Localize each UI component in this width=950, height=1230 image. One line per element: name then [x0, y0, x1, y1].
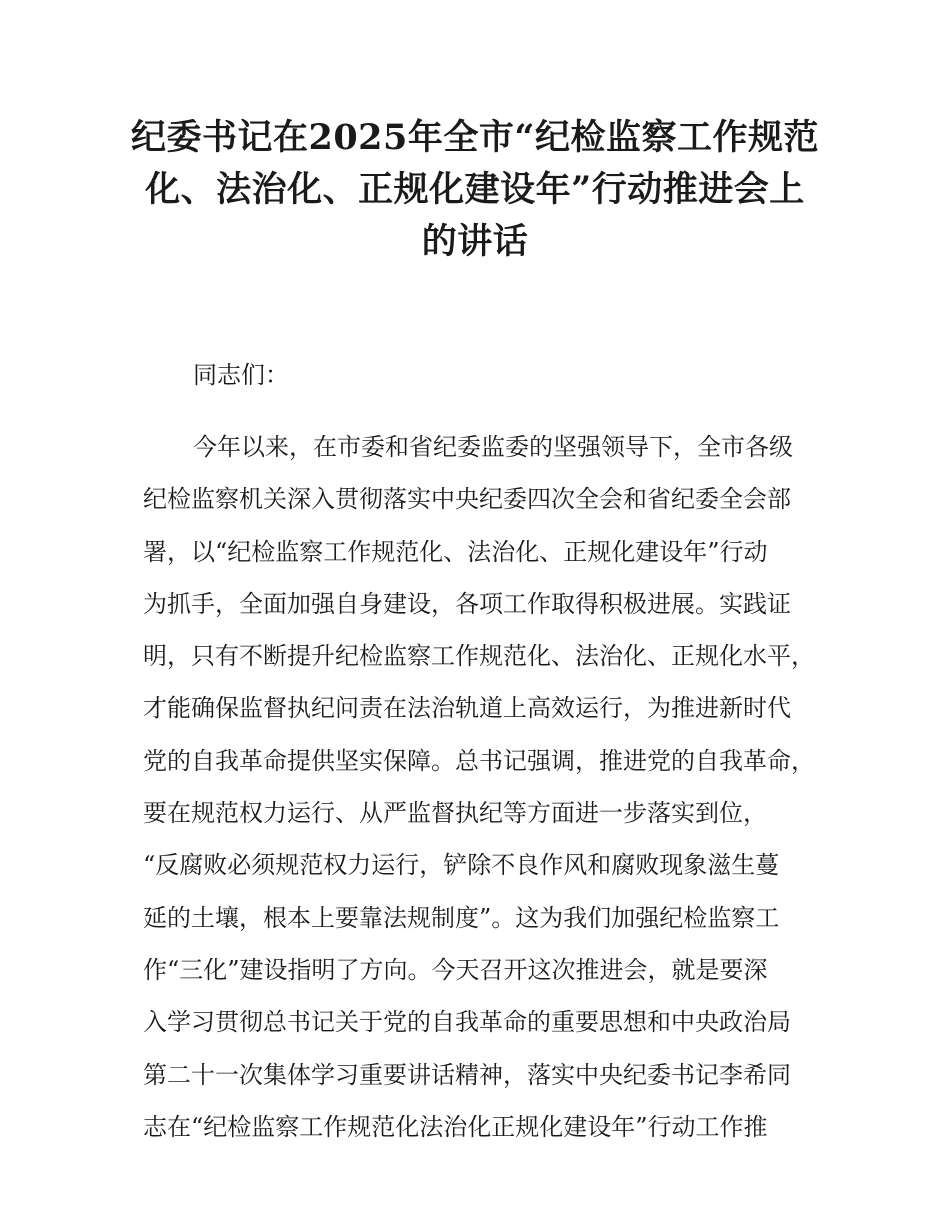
paragraph-line: 今年以来，在市委和省纪委监委的坚强领导下，全市各级 — [193, 433, 793, 461]
title-line-3: 的讲话 — [421, 221, 529, 262]
title-line-1: 纪委书记在2025年全市“纪检监察工作规范 — [130, 117, 820, 158]
paragraph-line: 延的土壤，根本上要靠法规制度”。这为我们加强纪检监察工 — [143, 903, 780, 932]
title-line-2: 化、法治化、正规化建设年”行动推进会上 — [145, 169, 805, 210]
paragraph-line: 才能确保监督执纪问责在法治轨道上高效运行，为推进新时代 — [143, 694, 791, 723]
document-body — [143, 355, 823, 1153]
body-paragraph — [143, 421, 823, 1153]
salutation: 同志们： — [193, 361, 289, 389]
paragraph-line: 志在“纪检监察工作规范化法治化正规化建设年”行动工作推 — [143, 1112, 768, 1141]
paragraph-line: 纪检监察机关深入贯彻落实中央纪委四次全会和省纪委全会部 — [143, 485, 791, 514]
paragraph-line: “反腐败必须规范权力运行，铲除不良作风和腐败现象滋生蔓 — [143, 851, 780, 880]
paragraph-line: 入学习贯彻总书记关于党的自我革命的重要思想和中央政治局 — [143, 1008, 791, 1037]
paragraph-line: 党的自我革命提供坚实保障。总书记强调，推进党的自我革命， — [143, 746, 815, 775]
paragraph-line: 作“三化”建设指明了方向。今天召开这次推进会，就是要深 — [143, 955, 768, 984]
paragraph-line: 第二十一次集体学习重要讲话精神，落实中央纪委书记李希同 — [143, 1060, 791, 1089]
paragraph-line: 署，以“纪检监察工作规范化、法治化、正规化建设年”行动 — [143, 537, 768, 566]
paragraph-line: 要在规范权力运行、从严监督执纪等方面进一步落实到位， — [143, 799, 767, 828]
paragraph-line: 明，只有不断提升纪检监察工作规范化、法治化、正规化水平， — [143, 642, 815, 671]
paragraph-line: 为抓手，全面加强自身建设，各项工作取得积极进展。实践证 — [143, 589, 791, 618]
document-title — [130, 112, 820, 268]
